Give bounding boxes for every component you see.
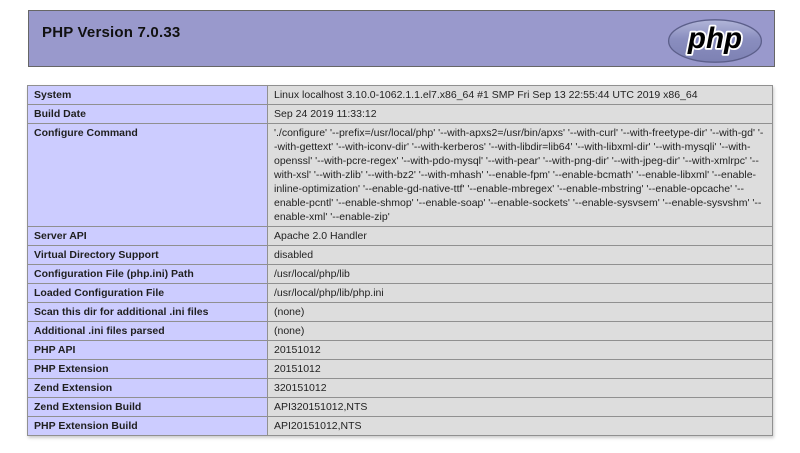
row-value: /usr/local/php/lib	[268, 265, 773, 284]
row-value: Apache 2.0 Handler	[268, 227, 773, 246]
table-row	[28, 341, 773, 360]
php-logo-icon	[667, 19, 763, 63]
row-value: Sep 24 2019 11:33:12	[268, 105, 773, 124]
row-label: Zend Extension Build	[28, 398, 268, 417]
table-row	[28, 265, 773, 284]
info-table-body	[28, 86, 773, 436]
table-row	[28, 105, 773, 124]
row-label: Server API	[28, 227, 268, 246]
php-info-table	[27, 85, 773, 436]
svg-text:php: php	[687, 21, 743, 55]
row-label: PHP API	[28, 341, 268, 360]
table-row	[28, 124, 773, 227]
row-value: './configure' '--prefix=/usr/local/php' '--with-apxs2=/usr/bin/apxs' '--with-curl' '--with-freetype-dir' '--with-gd' '--with-gettext' '--with-iconv-dir' '--with-kerberos' '--with-libdir=lib64' '--with-libxml-dir' '--with-mysqli' '--with-openssl' '--with-pcre-regex' '--with-pdo-mysql' '--with-pear' '--with-png-dir' '--with-jpeg-dir' '--with-xmlrpc' '--with-xsl' '--with-zlib' '--with-bz2' '--with-mhash' '--enable-fpm' '--enable-bcmath' '--enable-libxml' '--enable-inline-optimization' '--enable-gd-native-ttf' '--enable-mbregex' '--enable-mbstring' '--enable-opcache' '--enable-pcntl' '--enable-shmop' '--enable-soap' '--enable-sockets' '--enable-sysvsem' '--enable-sysvshm' '--enable-xml' '--enable-zip'	[268, 124, 773, 227]
row-value: /usr/local/php/lib/php.ini	[268, 284, 773, 303]
table-row	[28, 246, 773, 265]
row-label: Build Date	[28, 105, 268, 124]
row-value: (none)	[268, 322, 773, 341]
table-row	[28, 227, 773, 246]
table-row	[28, 379, 773, 398]
page-title: PHP Version 7.0.33	[42, 24, 181, 41]
row-value: 20151012	[268, 360, 773, 379]
row-value: API320151012,NTS	[268, 398, 773, 417]
table-row	[28, 417, 773, 436]
row-value: 20151012	[268, 341, 773, 360]
row-label: Additional .ini files parsed	[28, 322, 268, 341]
row-label: Scan this dir for additional .ini files	[28, 303, 268, 322]
row-value: API20151012,NTS	[268, 417, 773, 436]
row-label: System	[28, 86, 268, 105]
row-label: Configuration File (php.ini) Path	[28, 265, 268, 284]
table-row	[28, 86, 773, 105]
php-logo[interactable]	[667, 19, 763, 63]
row-label: Zend Extension	[28, 379, 268, 398]
row-value: (none)	[268, 303, 773, 322]
table-row	[28, 398, 773, 417]
row-value: 320151012	[268, 379, 773, 398]
php-version-header	[28, 10, 775, 67]
row-label: Loaded Configuration File	[28, 284, 268, 303]
row-label: PHP Extension	[28, 360, 268, 379]
table-row	[28, 303, 773, 322]
row-label: Configure Command	[28, 124, 268, 227]
row-value: Linux localhost 3.10.0-1062.1.1.el7.x86_64 #1 SMP Fri Sep 13 22:55:44 UTC 2019 x86_64	[268, 86, 773, 105]
row-label: Virtual Directory Support	[28, 246, 268, 265]
table-row	[28, 360, 773, 379]
table-row	[28, 322, 773, 341]
table-row	[28, 284, 773, 303]
row-label: PHP Extension Build	[28, 417, 268, 436]
row-value: disabled	[268, 246, 773, 265]
